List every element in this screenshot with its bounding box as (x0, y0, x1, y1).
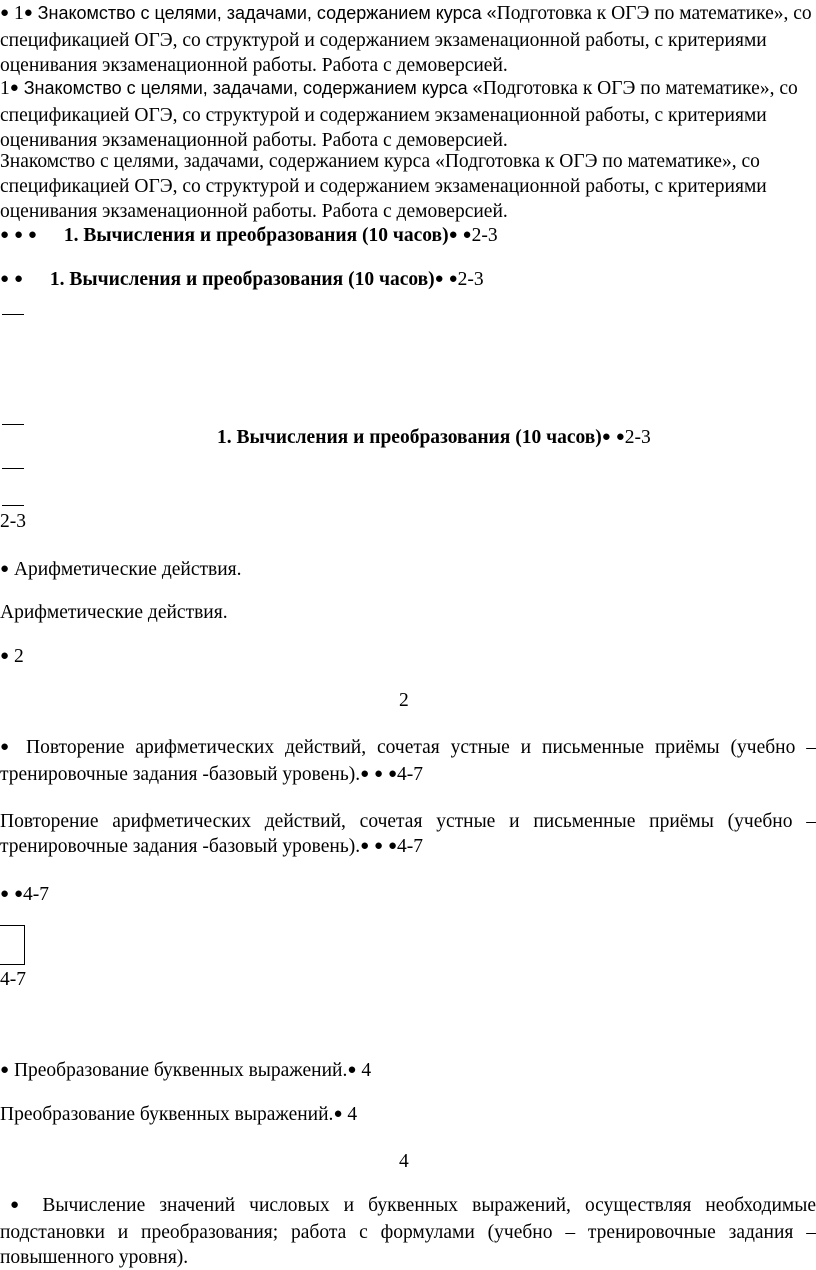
intro-paragraph-2 (0, 76, 816, 153)
bullet-icon: ● (13, 886, 23, 902)
bullet-icon: ● (387, 766, 398, 782)
bullet-icon: ● (0, 886, 10, 902)
section-heading: 1. Вычисления и преобразования (10 часов) (49, 269, 435, 290)
table-rule (2, 468, 24, 469)
topic-hours: 2 (13, 646, 24, 667)
topic-arithmetic-line-1 (0, 557, 242, 584)
topic-title: Повторение арифметических действий, сочетая устные и письменные приёмы (учебно – тренировочные задания -базовый уровень). (0, 811, 816, 857)
bullet-icon: ● (0, 561, 10, 577)
topic-title: Арифметические действия. (13, 559, 242, 580)
topic-repetition-paragraph-1 (0, 735, 816, 789)
topic-repetition-paragraph-2 (0, 809, 816, 861)
intro-text-sans: Знакомство с целями, задачами, содержанием курса « (23, 78, 483, 98)
section-hours: 2-3 (471, 225, 498, 246)
bullet-icon: ● (601, 429, 611, 445)
topic-expressions-line-2 (0, 1102, 357, 1129)
table-rule (2, 424, 24, 425)
intro-text-sans: Знакомство с целями, задачами, содержанием курса « (37, 3, 497, 23)
bullet-icon: ● (462, 227, 472, 243)
bullet-icon: ● (0, 5, 10, 21)
bullet-icon: ● (387, 838, 398, 854)
topic-repetition-hours-cell: 4-7 (0, 969, 26, 990)
bullet-icon: ● (448, 271, 458, 287)
bullet-icon: ● (374, 838, 384, 854)
section-heading-line-2 (0, 267, 484, 294)
intro-paragraph-3: Знакомство с целями, задачами, содержанием курса «Подготовка к ОГЭ по математике», со спецификацией ОГЭ, со структурой и содержанием экзаменационной работы, с критериями оценивания экзаменационной работы. Работа с демоверсией. (0, 151, 767, 222)
topic-arithmetic-hours-line (0, 644, 24, 671)
section-heading-centered (217, 425, 651, 452)
bullet-icon: ● (0, 739, 16, 755)
section-hours: 2-3 (457, 269, 484, 290)
topic-expressions-line-1 (0, 1058, 371, 1085)
topic-hours: 4 (347, 1104, 358, 1125)
bullet-icon: ● (360, 838, 370, 854)
topic-title: Повторение арифметических действий, сочетая устные и письменные приёмы (учебно – тренировочные задания -базовый уровень). (0, 737, 816, 785)
bullet-icon: ● (10, 1197, 29, 1213)
intro-number: 1 (0, 78, 10, 99)
topic-hours: 4-7 (23, 884, 49, 905)
intro-course-name: Подготовка к ОГЭ по математике (496, 3, 774, 24)
intro-number: 1 (13, 3, 24, 24)
topic-hours: 4-7 (397, 764, 424, 785)
topic-title: Вычисление значений числовых и буквенных выражений, осуществляя необходимые подстановки и преобразования; работа с формулами (учебно – тренировочные задания – повышенного уровня). (0, 1195, 816, 1268)
bullet-icon: ● (0, 1062, 10, 1078)
topic-title: Преобразование буквенных выражений. (0, 1104, 334, 1125)
topic-arithmetic-hours-centered: 2 (399, 690, 409, 711)
intro-text-rest: », со спецификацией ОГЭ, со структурой и содержанием экзаменационной работы, с критериями оценивания экзаменационной работы. Работа с демоверсией. (0, 78, 798, 151)
bullet-icon: ● (0, 648, 10, 664)
section-hours-cell: 2-3 (0, 511, 26, 532)
bullet-icon: ● (347, 1062, 357, 1078)
bullet-icon: ● (27, 227, 37, 243)
table-rule (2, 505, 24, 506)
topic-calculation-paragraph (0, 1193, 816, 1270)
bullet-icon: ● (615, 429, 625, 445)
bullet-icon: ● (360, 766, 370, 782)
table-rule (2, 314, 24, 315)
section-heading-line-1 (0, 223, 498, 250)
bullet-icon: ● (23, 5, 33, 21)
bullet-icon: ● (0, 271, 10, 287)
bullet-icon: ● (434, 271, 444, 287)
section-hours: 2-3 (624, 427, 651, 448)
intro-text-rest: », со спецификацией ОГЭ, со структурой и содержанием экзаменационной работы, с критериями оценивания экзаменационной работы. Работа с демоверсией. (0, 3, 812, 76)
bullet-icon: ● (13, 271, 23, 287)
bullet-icon: ● (374, 766, 384, 782)
bullet-icon: ● (333, 1106, 343, 1122)
section-heading: 1. Вычисления и преобразования (10 часов) (217, 427, 602, 448)
topic-hours: 4-7 (397, 836, 424, 857)
bullet-icon: ● (0, 227, 10, 243)
bullet-icon: ● (13, 227, 23, 243)
intro-course-name: Подготовка к ОГЭ по математике (482, 78, 760, 99)
topic-expressions-hours-centered: 4 (399, 1151, 409, 1172)
table-cell-box (0, 925, 25, 965)
intro-paragraph-1 (0, 1, 816, 78)
topic-repetition-hours-line (0, 882, 49, 909)
bullet-icon: ● (9, 80, 19, 96)
topic-arithmetic-line-2: Арифметические действия. (0, 602, 228, 623)
topic-hours: 4 (361, 1060, 372, 1081)
topic-title: Преобразование буквенных выражений. (13, 1060, 348, 1081)
bullet-icon: ● (448, 227, 458, 243)
section-heading: 1. Вычисления и преобразования (10 часов) (63, 225, 449, 246)
